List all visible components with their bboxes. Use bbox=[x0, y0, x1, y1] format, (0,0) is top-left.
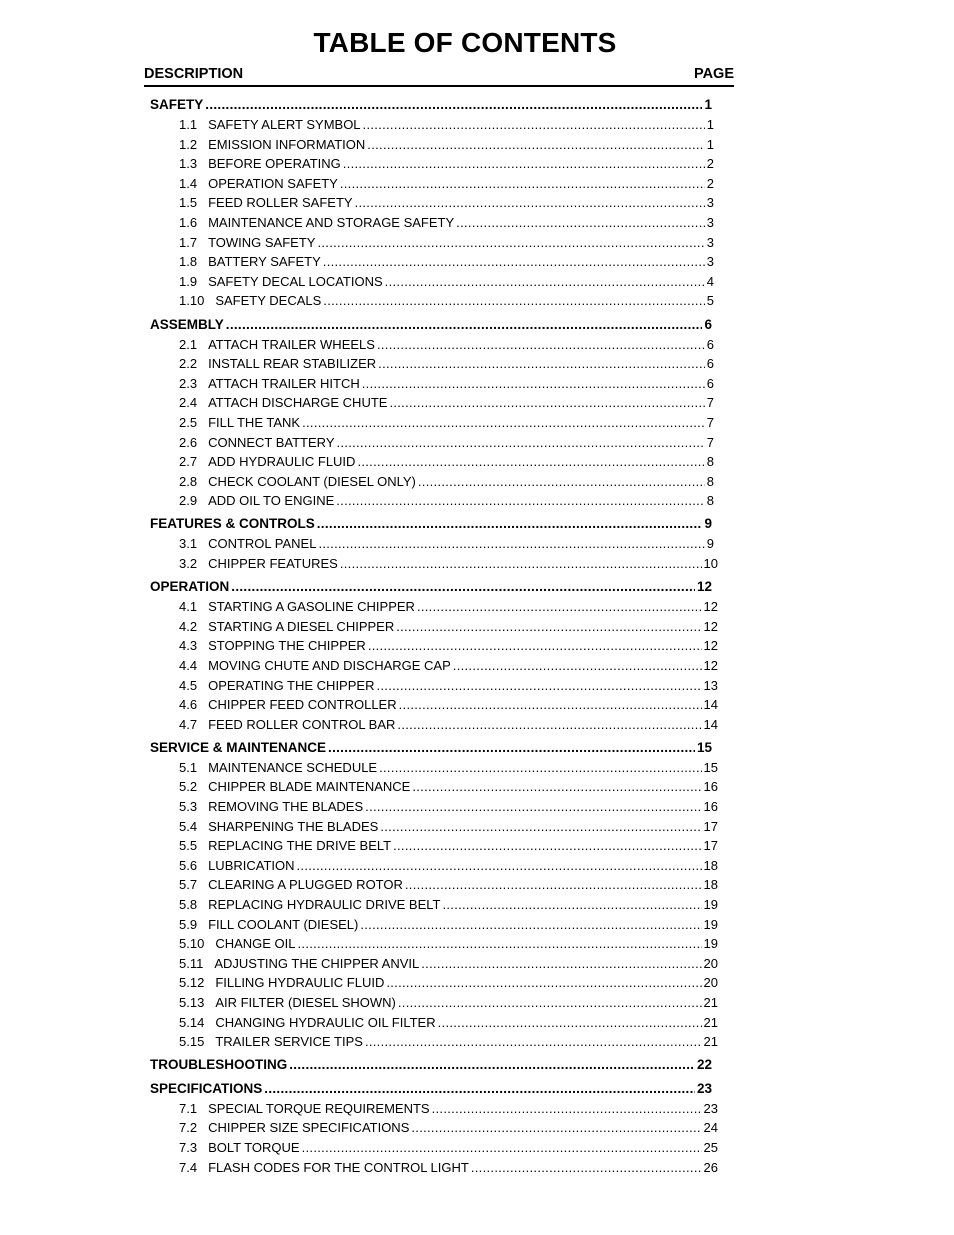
toc-page-number: 21 bbox=[703, 995, 718, 1010]
toc-page-number: 6 bbox=[706, 375, 714, 391]
toc-item-number: 1.1 bbox=[179, 117, 198, 132]
toc-page-number: 15 bbox=[703, 759, 718, 775]
toc-page-number: 18 bbox=[703, 857, 718, 873]
toc-item-number: 1.4 bbox=[179, 175, 198, 191]
toc-item-label: AIR FILTER (DIESEL SHOWN) bbox=[215, 995, 396, 1010]
toc-item-label: INSTALL REAR STABILIZER bbox=[208, 356, 377, 372]
toc-item-row bbox=[179, 599, 718, 614]
toc-item-number: 1.6 bbox=[179, 215, 198, 230]
toc-item-number: 1.3 bbox=[179, 156, 198, 172]
toc-item-label: CHIPPER FEATURES bbox=[208, 556, 338, 571]
toc-item-row bbox=[179, 697, 718, 712]
toc-page-number: 3 bbox=[706, 254, 714, 270]
toc-page-number: 7 bbox=[706, 395, 714, 411]
toc-item-row bbox=[179, 415, 714, 430]
toc-item-number: 2.9 bbox=[179, 493, 198, 509]
dot-leader bbox=[340, 176, 705, 191]
toc-item-label: STARTING A DIESEL CHIPPER bbox=[208, 618, 395, 634]
dot-leader bbox=[302, 415, 705, 430]
toc-page-number: 15 bbox=[696, 739, 712, 755]
toc-item-label: REPLACING THE DRIVE BELT bbox=[208, 838, 392, 854]
toc-page-number: 1 bbox=[706, 117, 714, 132]
dot-leader bbox=[432, 1101, 702, 1116]
dot-leader bbox=[411, 1120, 701, 1135]
toc-item-label: CONTROL PANEL bbox=[208, 536, 317, 552]
description-column-label: DESCRIPTION bbox=[144, 66, 244, 82]
toc-item-label: ATTACH TRAILER WHEELS bbox=[208, 336, 375, 352]
toc-item-row bbox=[179, 995, 718, 1010]
toc-item-row bbox=[179, 877, 718, 892]
toc-page-number: 2 bbox=[706, 175, 714, 191]
toc-item-label: ATTACH TRAILER HITCH bbox=[208, 375, 360, 391]
toc-item-label: CHIPPER FEED CONTROLLER bbox=[208, 697, 397, 713]
toc-item-row bbox=[179, 137, 714, 152]
toc-item-number: 1.2 bbox=[179, 136, 198, 152]
dot-leader bbox=[386, 975, 701, 990]
toc-item-row bbox=[179, 1120, 718, 1135]
toc-item-row bbox=[179, 254, 714, 269]
toc-item-label: MAINTENANCE SCHEDULE bbox=[208, 759, 378, 775]
toc-item-number: 2.6 bbox=[179, 434, 198, 450]
toc-item-row bbox=[179, 556, 718, 571]
dot-leader bbox=[317, 235, 704, 250]
toc-item-number: 4.5 bbox=[179, 677, 198, 693]
toc-item-row bbox=[179, 493, 714, 508]
toc-item-number: 5.8 bbox=[179, 897, 198, 912]
toc-page-number: 6 bbox=[706, 356, 714, 372]
toc-item-number: 5.9 bbox=[179, 916, 198, 932]
toc-item-row bbox=[179, 858, 718, 873]
toc-item-number: 2.4 bbox=[179, 395, 198, 411]
dot-leader bbox=[231, 579, 695, 594]
toc-item-row bbox=[179, 195, 714, 210]
toc-item-number: 1.8 bbox=[179, 254, 198, 270]
toc-page-number: 25 bbox=[703, 1140, 718, 1155]
toc-item-number: 3.1 bbox=[179, 536, 198, 552]
toc-page-number: 6 bbox=[706, 336, 714, 352]
toc-item-row bbox=[179, 897, 718, 912]
toc-item-label: CHIPPER SIZE SPECIFICATIONS bbox=[208, 1120, 410, 1136]
toc-section-row bbox=[150, 516, 712, 531]
toc-page-number: 12 bbox=[703, 618, 718, 634]
dot-leader bbox=[421, 956, 701, 971]
toc-item-label: TOWING SAFETY bbox=[208, 234, 316, 250]
toc-item-row bbox=[179, 717, 718, 732]
toc-item-row bbox=[179, 474, 714, 489]
toc-item-number: 4.7 bbox=[179, 716, 198, 732]
dot-leader bbox=[389, 395, 704, 410]
toc-page-number: 12 bbox=[703, 638, 718, 654]
toc-item-number: 5.15 bbox=[179, 1034, 205, 1050]
dot-leader bbox=[340, 556, 702, 571]
toc-item-row bbox=[179, 638, 718, 653]
dot-leader bbox=[368, 638, 702, 653]
dot-leader bbox=[396, 619, 701, 634]
toc-item-row bbox=[179, 376, 714, 391]
dot-leader bbox=[378, 356, 705, 371]
toc-page-number: 23 bbox=[703, 1100, 718, 1116]
toc-page-number: 16 bbox=[703, 799, 718, 814]
toc-page-number: 21 bbox=[703, 1034, 718, 1050]
toc-item-number: 4.3 bbox=[179, 638, 198, 654]
toc-section-row bbox=[150, 97, 712, 112]
dot-leader bbox=[453, 658, 702, 673]
toc-item-row bbox=[179, 1140, 718, 1155]
toc-page-number: 3 bbox=[706, 234, 714, 250]
dot-leader bbox=[412, 779, 701, 794]
toc-item-number: 2.8 bbox=[179, 473, 198, 489]
toc-item-number: 3.2 bbox=[179, 556, 198, 571]
toc-page-number: 8 bbox=[706, 493, 714, 509]
toc-section-row bbox=[150, 1081, 712, 1096]
toc-item-label: CHECK COOLANT (DIESEL ONLY) bbox=[208, 473, 416, 489]
dot-leader bbox=[302, 1140, 702, 1155]
toc-page-number: 19 bbox=[703, 936, 718, 952]
toc-item-label: ADD HYDRAULIC FLUID bbox=[208, 454, 356, 470]
toc-item-row bbox=[179, 956, 718, 971]
toc-item-label: BOLT TORQUE bbox=[208, 1140, 300, 1155]
dot-leader bbox=[337, 435, 705, 450]
toc-item-label: FLASH CODES FOR THE CONTROL LIGHT bbox=[208, 1159, 469, 1175]
toc-page-number: 20 bbox=[703, 955, 718, 971]
dot-leader bbox=[379, 760, 701, 775]
toc-section-label: SERVICE & MAINTENANCE bbox=[150, 739, 327, 755]
toc-item-label: MAINTENANCE AND STORAGE SAFETY bbox=[208, 215, 455, 230]
column-header bbox=[144, 64, 734, 87]
dot-leader bbox=[365, 799, 701, 814]
toc-page-number: 17 bbox=[703, 838, 718, 854]
toc-item-number: 2.2 bbox=[179, 356, 198, 372]
toc-item-number: 5.14 bbox=[179, 1014, 205, 1030]
toc-item-row bbox=[179, 117, 714, 132]
toc-section-row bbox=[150, 579, 712, 594]
toc-item-label: ADJUSTING THE CHIPPER ANVIL bbox=[214, 955, 420, 971]
toc-item-label: FEED ROLLER SAFETY bbox=[208, 195, 353, 211]
toc-item-label: EMISSION INFORMATION bbox=[208, 136, 366, 152]
dot-leader bbox=[360, 917, 701, 932]
toc-page-number: 4 bbox=[706, 273, 714, 289]
dot-leader bbox=[355, 195, 705, 210]
toc-item-row bbox=[179, 658, 718, 673]
toc-section-label: OPERATION bbox=[150, 579, 230, 595]
toc-item-label: OPERATION SAFETY bbox=[208, 175, 338, 191]
toc-item-number: 4.1 bbox=[179, 599, 198, 615]
toc-item-number: 2.1 bbox=[179, 336, 198, 352]
toc-section-label: FEATURES & CONTROLS bbox=[150, 516, 315, 532]
toc-item-label: SAFETY DECALS bbox=[215, 293, 322, 309]
toc-item-number: 5.11 bbox=[179, 955, 204, 971]
toc-page-number: 17 bbox=[703, 818, 718, 834]
toc-item-label: CHANGING HYDRAULIC OIL FILTER bbox=[215, 1014, 436, 1030]
toc-page-number: 3 bbox=[706, 215, 714, 230]
toc-item-number: 1.10 bbox=[179, 293, 205, 309]
toc-item-label: TRAILER SERVICE TIPS bbox=[215, 1034, 363, 1050]
toc-item-row bbox=[179, 435, 714, 450]
toc-item-label: REMOVING THE BLADES bbox=[208, 799, 364, 814]
toc-item-row bbox=[179, 536, 714, 551]
dot-leader bbox=[264, 1081, 695, 1096]
toc-page-number: 19 bbox=[703, 897, 718, 912]
toc-item-label: ADD OIL TO ENGINE bbox=[208, 493, 335, 509]
toc-item-row bbox=[179, 235, 714, 250]
toc-item-row bbox=[179, 337, 714, 352]
toc-item-row bbox=[179, 619, 718, 634]
toc-page-number: 18 bbox=[703, 877, 718, 893]
toc-item-label: CHANGE OIL bbox=[215, 936, 296, 952]
toc-section-label: TROUBLESHOOTING bbox=[150, 1057, 288, 1073]
toc-item-number: 1.9 bbox=[179, 273, 198, 289]
toc-item-number: 5.10 bbox=[179, 936, 205, 952]
dot-leader bbox=[317, 516, 703, 531]
toc-page-number: 5 bbox=[706, 293, 714, 309]
toc-item-number: 5.3 bbox=[179, 799, 198, 814]
toc-page-number: 24 bbox=[703, 1120, 718, 1136]
toc-page-number: 14 bbox=[703, 697, 718, 713]
toc-item-label: ATTACH DISCHARGE CHUTE bbox=[208, 395, 388, 411]
dot-leader bbox=[323, 293, 704, 308]
toc-item-number: 5.13 bbox=[179, 995, 205, 1010]
toc-item-row bbox=[179, 917, 718, 932]
toc-page-number: 7 bbox=[706, 414, 714, 430]
toc-page-number: 9 bbox=[704, 516, 712, 532]
dot-leader bbox=[328, 740, 695, 755]
dot-leader bbox=[363, 117, 705, 132]
toc-page-number: 26 bbox=[703, 1159, 718, 1175]
toc-item-row bbox=[179, 799, 718, 814]
toc-item-row bbox=[179, 1101, 718, 1116]
toc-page-number: 12 bbox=[703, 657, 718, 673]
toc-item-row bbox=[179, 215, 714, 230]
dot-leader bbox=[418, 474, 705, 489]
toc-page-number: 1 bbox=[706, 136, 714, 152]
dot-leader bbox=[456, 215, 705, 230]
toc-item-label: CHIPPER BLADE MAINTENANCE bbox=[208, 779, 411, 795]
toc-item-number: 5.7 bbox=[179, 877, 198, 893]
toc-section-row bbox=[150, 317, 712, 332]
toc-section-label: SAFETY bbox=[150, 97, 204, 112]
toc-item-label: OPERATING THE CHIPPER bbox=[208, 677, 375, 693]
toc-page-number: 16 bbox=[703, 779, 718, 795]
dot-leader bbox=[399, 697, 702, 712]
toc-item-number: 1.7 bbox=[179, 234, 198, 250]
toc-item-label: FILL COOLANT (DIESEL) bbox=[208, 916, 359, 932]
dot-leader bbox=[377, 337, 705, 352]
toc-item-label: MOVING CHUTE AND DISCHARGE CAP bbox=[208, 657, 451, 673]
toc-item-label: STOPPING THE CHIPPER bbox=[208, 638, 366, 654]
toc-item-label: STARTING A GASOLINE CHIPPER bbox=[208, 599, 415, 615]
toc-page-number: 2 bbox=[706, 156, 714, 172]
toc-item-row bbox=[179, 779, 718, 794]
toc-item-label: REPLACING HYDRAULIC DRIVE BELT bbox=[208, 897, 441, 912]
toc-page-number: 3 bbox=[706, 195, 714, 211]
toc-page-number: 19 bbox=[703, 916, 718, 932]
toc-page-number: 1 bbox=[704, 97, 712, 112]
toc-item-number: 2.3 bbox=[179, 375, 198, 391]
toc-page-number: 6 bbox=[704, 316, 712, 332]
toc-item-row bbox=[179, 760, 718, 775]
toc-item-number: 5.4 bbox=[179, 818, 198, 834]
toc-item-label: SHARPENING THE BLADES bbox=[208, 818, 379, 834]
dot-leader bbox=[393, 838, 701, 853]
toc-item-number: 4.2 bbox=[179, 618, 198, 634]
toc-item-row bbox=[179, 176, 714, 191]
page-title: TABLE OF CONTENTS bbox=[313, 27, 617, 58]
dot-leader bbox=[405, 877, 702, 892]
toc-item-label: FEED ROLLER CONTROL BAR bbox=[208, 716, 396, 732]
dot-leader bbox=[380, 819, 701, 834]
toc-page-number: 8 bbox=[706, 454, 714, 470]
dot-leader bbox=[297, 858, 702, 873]
toc-section-row bbox=[150, 1057, 712, 1072]
toc-item-number: 1.5 bbox=[179, 195, 198, 211]
toc-item-row bbox=[179, 838, 718, 853]
toc-section-row bbox=[150, 740, 712, 755]
toc-item-label: CONNECT BATTERY bbox=[208, 434, 335, 450]
toc-item-number: 2.5 bbox=[179, 414, 198, 430]
toc-section-label: SPECIFICATIONS bbox=[150, 1080, 263, 1096]
toc-item-row bbox=[179, 395, 714, 410]
dot-leader bbox=[417, 599, 702, 614]
toc-item-number: 5.6 bbox=[179, 857, 198, 873]
toc-item-number: 5.1 bbox=[179, 759, 198, 775]
dot-leader bbox=[385, 274, 705, 289]
toc-item-label: FILLING HYDRAULIC FLUID bbox=[215, 975, 385, 991]
dot-leader bbox=[398, 995, 702, 1010]
dot-leader bbox=[397, 717, 701, 732]
toc-item-row bbox=[179, 293, 714, 308]
toc-item-row bbox=[179, 156, 714, 171]
dot-leader bbox=[362, 376, 705, 391]
toc-item-label: FILL THE TANK bbox=[208, 414, 301, 430]
toc-item-number: 7.2 bbox=[179, 1120, 198, 1136]
dot-leader bbox=[442, 897, 701, 912]
toc-item-row bbox=[179, 454, 714, 469]
toc-item-label: SAFETY DECAL LOCATIONS bbox=[208, 273, 383, 289]
toc-item-row bbox=[179, 1015, 718, 1030]
dot-leader bbox=[365, 1034, 702, 1049]
toc-item-label: SPECIAL TORQUE REQUIREMENTS bbox=[208, 1100, 430, 1116]
toc-item-row bbox=[179, 356, 714, 371]
toc-page-number: 22 bbox=[696, 1057, 712, 1073]
toc-item-label: BATTERY SAFETY bbox=[208, 254, 321, 270]
toc-page-number: 20 bbox=[703, 975, 718, 991]
dot-leader bbox=[438, 1015, 702, 1030]
dot-leader bbox=[376, 678, 701, 693]
toc-item-number: 2.7 bbox=[179, 454, 198, 470]
toc-item-row bbox=[179, 1034, 718, 1049]
toc-page-number: 8 bbox=[706, 473, 714, 489]
page-column-label: PAGE bbox=[693, 66, 734, 82]
dot-leader bbox=[323, 254, 705, 269]
toc-item-label: LUBRICATION bbox=[208, 857, 295, 873]
toc-page-number: 9 bbox=[706, 536, 714, 552]
toc-item-number: 7.4 bbox=[179, 1159, 198, 1175]
toc-item-number: 7.1 bbox=[179, 1100, 198, 1116]
toc-page-number: 21 bbox=[703, 1014, 718, 1030]
toc-item-row bbox=[179, 274, 714, 289]
toc-item-number: 7.3 bbox=[179, 1140, 198, 1155]
toc-page-number: 14 bbox=[703, 716, 718, 732]
dot-leader bbox=[367, 137, 704, 152]
toc-item-number: 4.6 bbox=[179, 697, 198, 713]
toc-item-number: 5.2 bbox=[179, 779, 198, 795]
toc-item-label: CLEARING A PLUGGED ROTOR bbox=[208, 877, 403, 893]
toc-page-number: 10 bbox=[703, 556, 718, 571]
dot-leader bbox=[226, 317, 703, 332]
toc-page-number: 13 bbox=[703, 677, 718, 693]
toc-item-row bbox=[179, 975, 718, 990]
toc-item-row bbox=[179, 936, 718, 951]
toc-item-number: 5.5 bbox=[179, 838, 198, 854]
toc-item-number: 5.12 bbox=[179, 975, 205, 991]
toc-page-number: 12 bbox=[703, 599, 718, 615]
dot-leader bbox=[357, 454, 704, 469]
toc-page-number: 7 bbox=[706, 434, 714, 450]
dot-leader bbox=[343, 156, 705, 171]
toc-item-row bbox=[179, 819, 718, 834]
toc-page-number: 12 bbox=[696, 579, 712, 595]
toc-item-label: SAFETY ALERT SYMBOL bbox=[208, 117, 361, 132]
toc-item-number: 4.4 bbox=[179, 657, 198, 673]
dot-leader bbox=[205, 97, 702, 112]
dot-leader bbox=[336, 493, 705, 508]
dot-leader bbox=[289, 1057, 695, 1072]
dot-leader bbox=[471, 1160, 702, 1175]
dot-leader bbox=[318, 536, 704, 551]
dot-leader bbox=[298, 936, 702, 951]
toc-section-label: ASSEMBLY bbox=[150, 316, 224, 332]
toc-item-label: BEFORE OPERATING bbox=[208, 156, 341, 172]
toc-item-row bbox=[179, 1160, 718, 1175]
toc-page-number: 23 bbox=[696, 1080, 712, 1096]
toc-item-row bbox=[179, 678, 718, 693]
